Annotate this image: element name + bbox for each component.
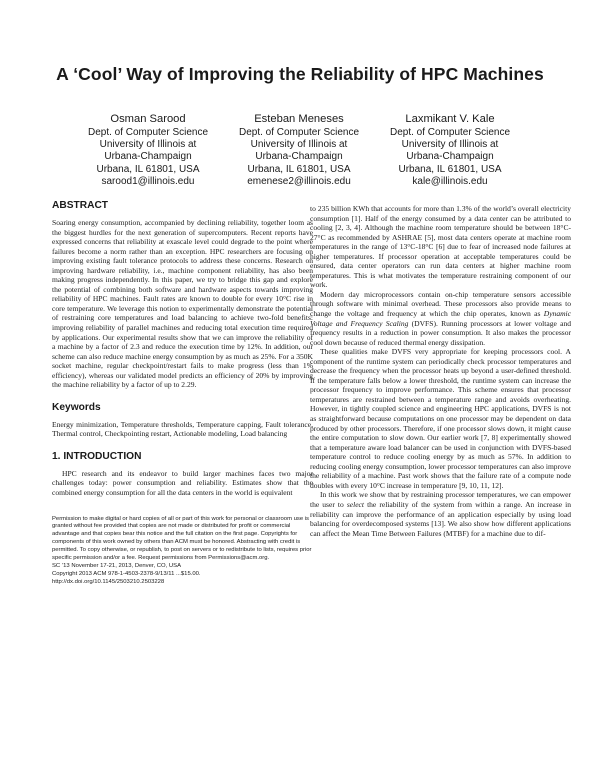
author-1 [63, 112, 233, 188]
author-dept: Dept. of Computer Science [87, 127, 209, 138]
body-paragraph [310, 490, 571, 538]
body-text: In this work we show that by restraining processor temperatures, we can empower the user to [310, 490, 571, 509]
permission-text: Permission to make digital or hard copies of all or part of this work for personal or classroom use is granted without fee provided that copies are not made or distributed for profit or commercial advantage and that copies bear this notice and the full citation on the first page. Copyrights for components of this work owned by others than ACM must be honored. Abstracting with credit is permitted. To copy otherwise, or republish, to post on servers or to redistribute to lists, requires prior specific permission and/or a fee. Request permissions from Permissions@acm.org. [52, 515, 312, 562]
author-name: Osman Sarood [110, 113, 186, 125]
left-column [52, 200, 313, 587]
author-univ: University of Illinois at [401, 139, 499, 151]
body-paragraph: to 235 billion KWh that accounts for more than 1.3% of the world’s overall electricity consumption [1]. Half of the energy consumed by a data center can be attributed to cooling [2, 3, 4]. Although the machine room temperature should be between 18°C-27°C as recommended by ASHRAE [5], most data centers operate at machine room temperatures in the range of 13°C-18°C [6] due to fear of increased node failures at higher temperatures. If processor operation at acceptable temperatures could be ensured, data center operators can run data centers at higher machine room temperatures. This is what motivates the temperature restraining component of our work. [310, 204, 571, 290]
introduction-heading: 1. INTRODUCTION [52, 450, 142, 462]
keywords-text: Energy minimization, Temperature thresholds, Temperature capping, Fault tolerance, Thermal control, Checkpointing restart, Actionable modeling, Load balancing [52, 419, 313, 439]
author-block [0, 112, 600, 187]
right-column [310, 204, 571, 538]
body-text: (DVFS). Running processors at lower voltage and frequency results in a reduction in power consumption. It also makes the processor cool down because of reduced thermal energy dissipation. [310, 318, 571, 347]
doi-link[interactable]: http://dx.doi.org/10.1145/2503210.2503228 [52, 578, 165, 585]
body-paragraph [310, 290, 571, 347]
author-3 [365, 112, 535, 188]
author-email: kale@illinois.edu [412, 175, 488, 187]
author-city: Urbana, IL 61801, USA [247, 163, 351, 175]
author-2 [214, 112, 384, 188]
author-univ: University of Illinois at [99, 139, 197, 151]
author-dept: Dept. of Computer Science [389, 127, 511, 138]
copyright-info: Copyright 2013 ACM 978-1-4503-2378-9/13/11 ...$15.00. [52, 570, 201, 577]
abstract-text: Soaring energy consumption, accompanied by declining reliability, together loom as the biggest hurdles for the next generation of supercomputers. Recent reports have expressed concerns that reliability at exascale level could degrade to the point where failures become a norm rather than an exception. HPC researchers are focusing on improving existing fault tolerance protocols to address these concerns. Research on improving hardware reliability, i.e., machine component reliability, has also been making progress independently. In this paper, we try to bridge this gap and explore the potential of combining both software and hardware aspects towards improving reliability of HPC machines. Fault rates are known to double for every 10°C rise in core temperature. We leverage this notion to experimentally demonstrate the potential of restraining core temperatures and load balancing to achieve two-fold benefits: improving reliability of parallel machines and reducing total execution time required by applications. Our experimental results show that we can improve the reliability of a machine by a factor of 2.3 and reduce the execution time by 12%. In addition, our scheme can also reduce machine energy consumption by as much as 25%. For a 350K socket machine, regular checkpoint/restart fails to make progress (less than 1% efficiency), whereas our validated model predicts an efficiency of 20% by improving the machine reliability by a factor of up to 2.29. [52, 218, 313, 390]
dvfs-term: Dynamic Voltage and Frequency Scaling [310, 309, 571, 328]
author-univ-campus: Urbana-Champaign [104, 151, 192, 163]
body-text: the reliability of the system from within a range. An increase in reliability can improve the performance of an application especially by using load balancing for overdecomposed systems [13]. We also show how different applications can affect the Mean Time Between Failures (MTBF) for a machine due to dif- [310, 499, 571, 538]
author-city: Urbana, IL 61801, USA [398, 163, 502, 175]
author-email: emenese2@illinois.edu [247, 175, 351, 187]
permission-block [52, 516, 313, 587]
author-univ-campus: Urbana-Champaign [406, 151, 494, 163]
author-name: Esteban Meneses [254, 113, 344, 125]
emphasis-select: select [346, 499, 365, 509]
conference-info: SC ’13 November 17-21, 2013, Denver, CO, USA [52, 563, 182, 570]
author-univ-campus: Urbana-Champaign [255, 151, 343, 163]
author-city: Urbana, IL 61801, USA [96, 163, 200, 175]
author-dept: Dept. of Computer Science [238, 127, 360, 138]
author-univ: University of Illinois at [250, 139, 348, 151]
author-name: Laxmikant V. Kale [405, 113, 495, 125]
body-text: Modern day microprocessors contain on-chip temperature sensors accessible through software with minimal overhead. These processors also provide means to change the voltage and frequency at which the chip operates, known as [310, 289, 571, 319]
author-email: sarood1@illinois.edu [101, 175, 195, 187]
paper-title: A ‘Cool’ Way of Improving the Reliability of HPC Machines [56, 64, 544, 84]
abstract-heading: ABSTRACT [52, 200, 109, 211]
body-paragraph: These qualities make DVFS very appropriate for keeping processors cool. A component of the runtime system can periodically check processor temperatures and decrease the frequency when the processor heats up beyond a user-defined threshold. If the temperature falls below a lower threshold, the runtime system can increase the processor frequency to improve performance. This scheme ensures that processor temperatures are restrained between a temperature range and avoids overheating. However, in tightly coupled science and engineering HPC applications, DVFS is not as straightforward because computations on one processor may be dependent on data produced by other processors. Therefore, if one processor slows down, it might cause the entire computation to slow down. Our earlier work [7, 8] experimentally showed that a temperature aware load balancer can be used in conjunction with DVFS-based temperature control to reduce cooling energy by as much as 57%. In addition to reducing cooling energy consumption, lower processor temperatures can also improve the reliability of a machine. Past work shows that the failure rate of a compute node doubles with every 10°C increase in temperature [9, 10, 11, 12]. [310, 347, 571, 490]
keywords-heading: Keywords [52, 401, 101, 413]
intro-paragraph: HPC research and its endeavor to build larger machines faces two major challenges today: power consumption and reliability. Estimates show that the combined energy consumption for all the data centers in the world is equivalent [52, 468, 313, 498]
